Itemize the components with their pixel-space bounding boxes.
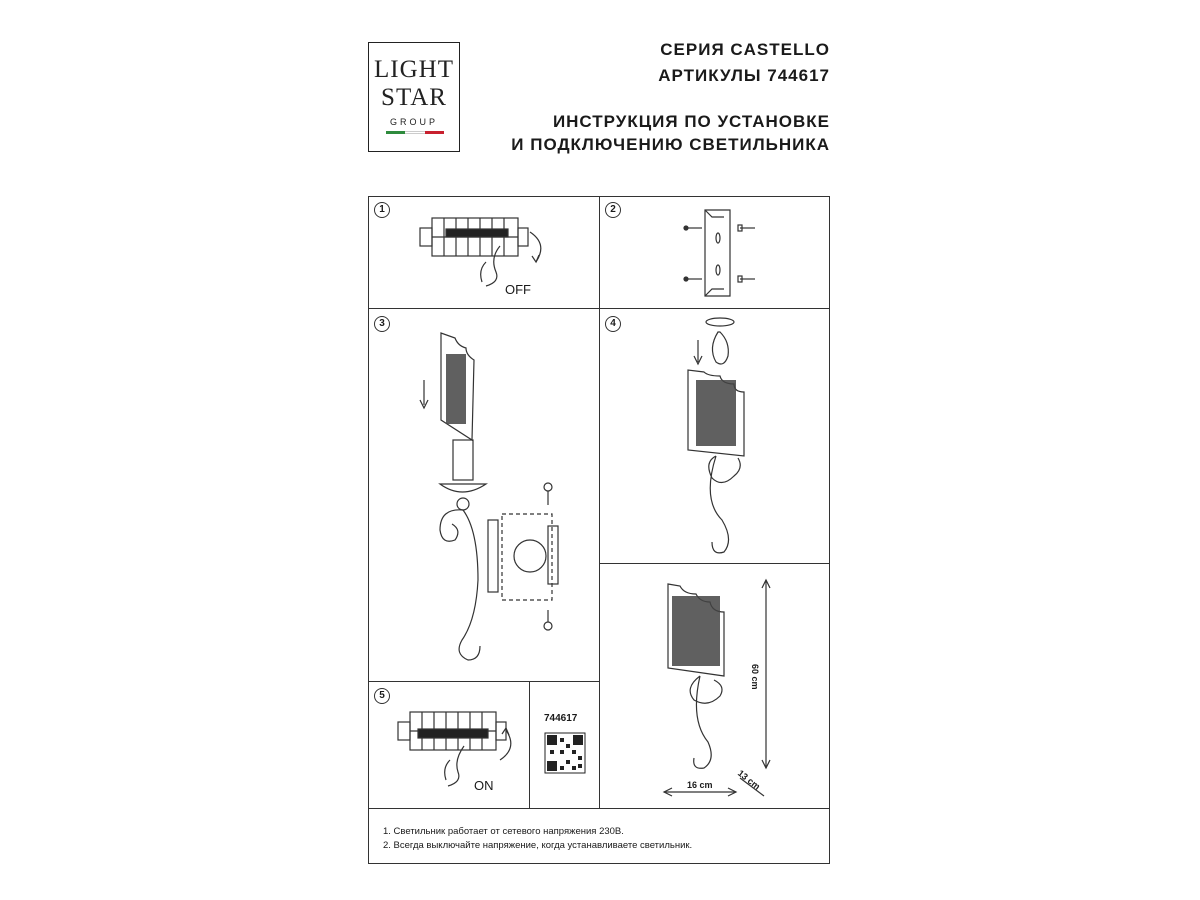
logo-text-group: GROUP [389, 117, 438, 127]
note-voltage: 1. Светильник работает от сетевого напряжения 230В. [383, 826, 624, 837]
circuit-breaker-on-icon [398, 712, 511, 786]
depth-dimension: 13 cm [735, 768, 763, 792]
width-dimension: 16 cm [687, 780, 713, 790]
step-number-3: 3 [374, 316, 390, 332]
note-safety: 2. Всегда выключайте напряжение, когда устанавливаете светильник. [383, 840, 693, 851]
article-number: АРТИКУЛЫ 744617 [658, 66, 830, 85]
bulb-and-sconce-icon [688, 318, 744, 553]
sconce-assembly-exploded-icon [420, 333, 558, 660]
series-title: СЕРИЯ CASTELLO [660, 40, 830, 59]
step-number-2: 2 [605, 202, 621, 218]
logo-text-light: LIGHT [374, 56, 454, 83]
article-code-label: 744617 [544, 713, 578, 724]
step-number-5: 5 [374, 688, 390, 704]
step-number-4: 4 [605, 316, 621, 332]
height-dimension: 60 cm [750, 664, 760, 690]
on-label: ON [474, 778, 494, 793]
instruction-title-line2: И ПОДКЛЮЧЕНИЮ СВЕТИЛЬНИКА [511, 135, 830, 154]
qr-code-icon [545, 733, 585, 773]
mounting-bracket-icon [684, 210, 755, 296]
logo-text-star: STAR [381, 84, 447, 111]
circuit-breaker-off-icon [420, 218, 541, 286]
off-label: OFF [505, 282, 531, 297]
instruction-title-line1: ИНСТРУКЦИЯ ПО УСТАНОВКЕ [552, 112, 830, 131]
step-number-1: 1 [374, 202, 390, 218]
